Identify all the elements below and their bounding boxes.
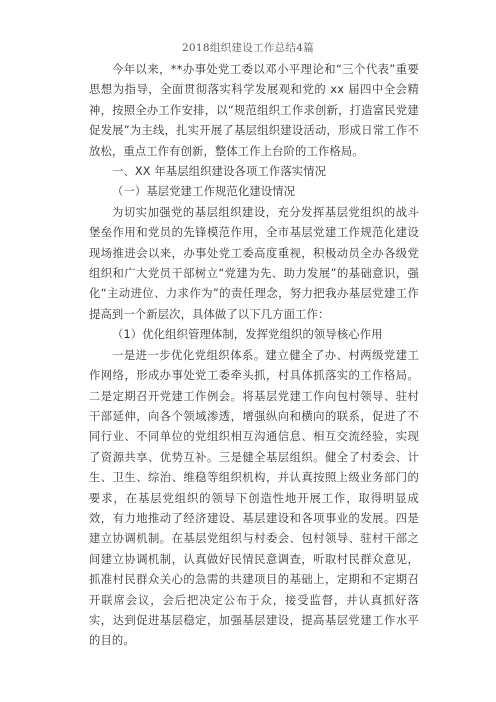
document-body xyxy=(89,60,419,652)
item-heading: （1）优化组织管理体制，发挥党组织的领导核心作用 xyxy=(112,328,383,342)
section-heading: 一、XX 年基层组织建设各项工作落实情况 xyxy=(112,165,327,179)
document-title: 2018组织建设工作总结4篇 xyxy=(181,42,315,54)
intro-paragraph: 今年以来，**办事处党工委以邓小平理论和“三个代表”重要思想为指导，全面贯彻落实科学发展观和党的 xx 届四中全会精神，按照全办工作安排，以“规范组织工作求创新，打造富民党建促发展”为主线，扎实开展了基层组织建设活动，形成日常工作不放松，重点工作有创新，整体工作上台阶的工作格局。 xyxy=(89,63,419,158)
body-paragraph: 为切实加强党的基层组织建设，充分发挥基层党组织的战斗堡垒作用和党员的先锋模范作用，全市基层党建工作规范化建设现场推进会以来，办事处党工委高度重视，积极动员全办各级党组织和广大党员干部树立“党建为先、助力发展”的基础意识，强化“主动进位、力求作为”的责任理念，努力把我办基层党建工作提高到一个新层次，具体做了以下几方面工作： xyxy=(89,205,419,321)
subsection-heading: （一）基层党建工作规范化建设情况 xyxy=(112,185,296,199)
body-paragraph: 一是进一步优化党组织体系。建立健全了办、村两级党建工作网络，形成办事处党工委牵头抓，村具体抓落实的工作格局。二是定期召开党建工作例会。将基层党建工作向包村领导、驻村干部延伸，向各个领域渗透，增强纵向和横向的联系，促进了不同行业、不同单位的党组织相互沟通信息、相互交流经验，实现了资源共享、优势互补。三是健全基层组织。健全了村委会、计生、卫生、综治、维稳等组织机构，并认真按照上级业务部门的要求，在基层党组织的领导下创造性地开展工作，取得明显成效，有力地推动了经济建设、基层建设和各项事业的发展。四是建立协调机制。在基层党组织与村委会、包村领导、驻村干部之间建立协调机制，认真做好民情民意调查，听取村民群众意见，抓准村民群众关心的急需的共建项目的基础上，定期和不定期召开联席会议，会后把决定公布于众，接受监督，并认真抓好落实，达到促进基层稳定，加强基层建设，提高基层党建工作水平的目的。 xyxy=(89,348,419,648)
